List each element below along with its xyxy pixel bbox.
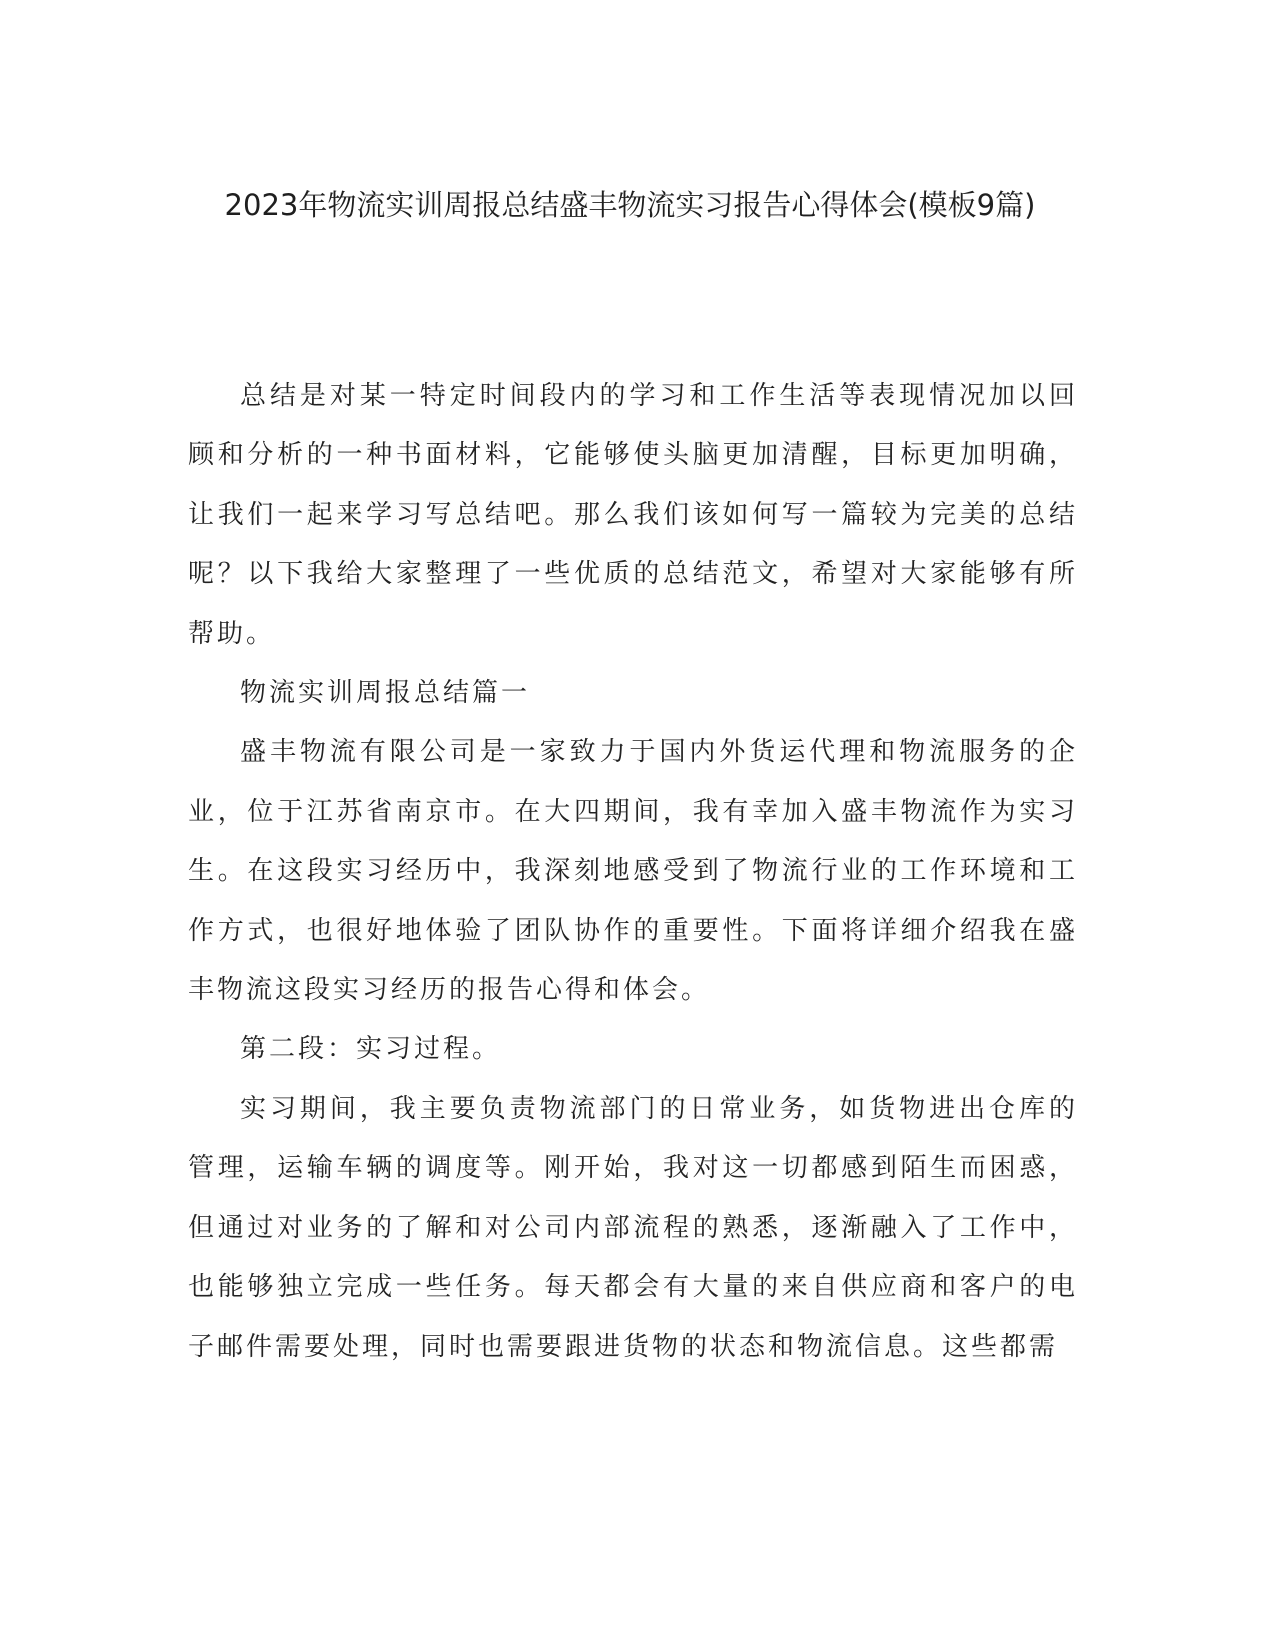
company-intro-paragraph: 盛丰物流有限公司是一家致力于国内外货运代理和物流服务的企业，位于江苏省南京市。在大四期间，我有幸加入盛丰物流作为实习生。在这段实习经历中，我深刻地感受到了物流行业的工作环境和工作方式，也很好地体验了团队协作的重要性。下面将详细介绍我在盛丰物流这段实习经历的报告心得和体会。: [188, 737, 1078, 1006]
document-title: 2023年物流实训周报总结盛丰物流实习报告心得体会(模板9篇): [224, 188, 1036, 222]
section-heading-part-two: 第二段：实习过程。: [240, 1034, 502, 1065]
intro-paragraph: 总结是对某一特定时间段内的学习和工作生活等表现情况加以回顾和分析的一种书面材料，它能够使头脑更加清醒，目标更加明确，让我们一起来学习写总结吧。那么我们该如何写一篇较为完美的总结呢？以下我给大家整理了一些优质的总结范文，希望对大家能够有所帮助。: [188, 381, 1078, 649]
section-heading-part-one: 物流实训周报总结篇一: [240, 678, 531, 709]
document-body: [188, 367, 1078, 1377]
internship-process-paragraph: 实习期间，我主要负责物流部门的日常业务，如货物进出仓库的管理，运输车辆的调度等。刚开始，我对这一切都感到陌生而困惑，但通过对业务的了解和对公司内部流程的熟悉，逐渐融入了工作中，也能够独立完成一些任务。每天都会有大量的来自供应商和客户的电子邮件需要处理，同时也需要跟进货物的状态和物流信息。这些都需: [188, 1093, 1078, 1362]
